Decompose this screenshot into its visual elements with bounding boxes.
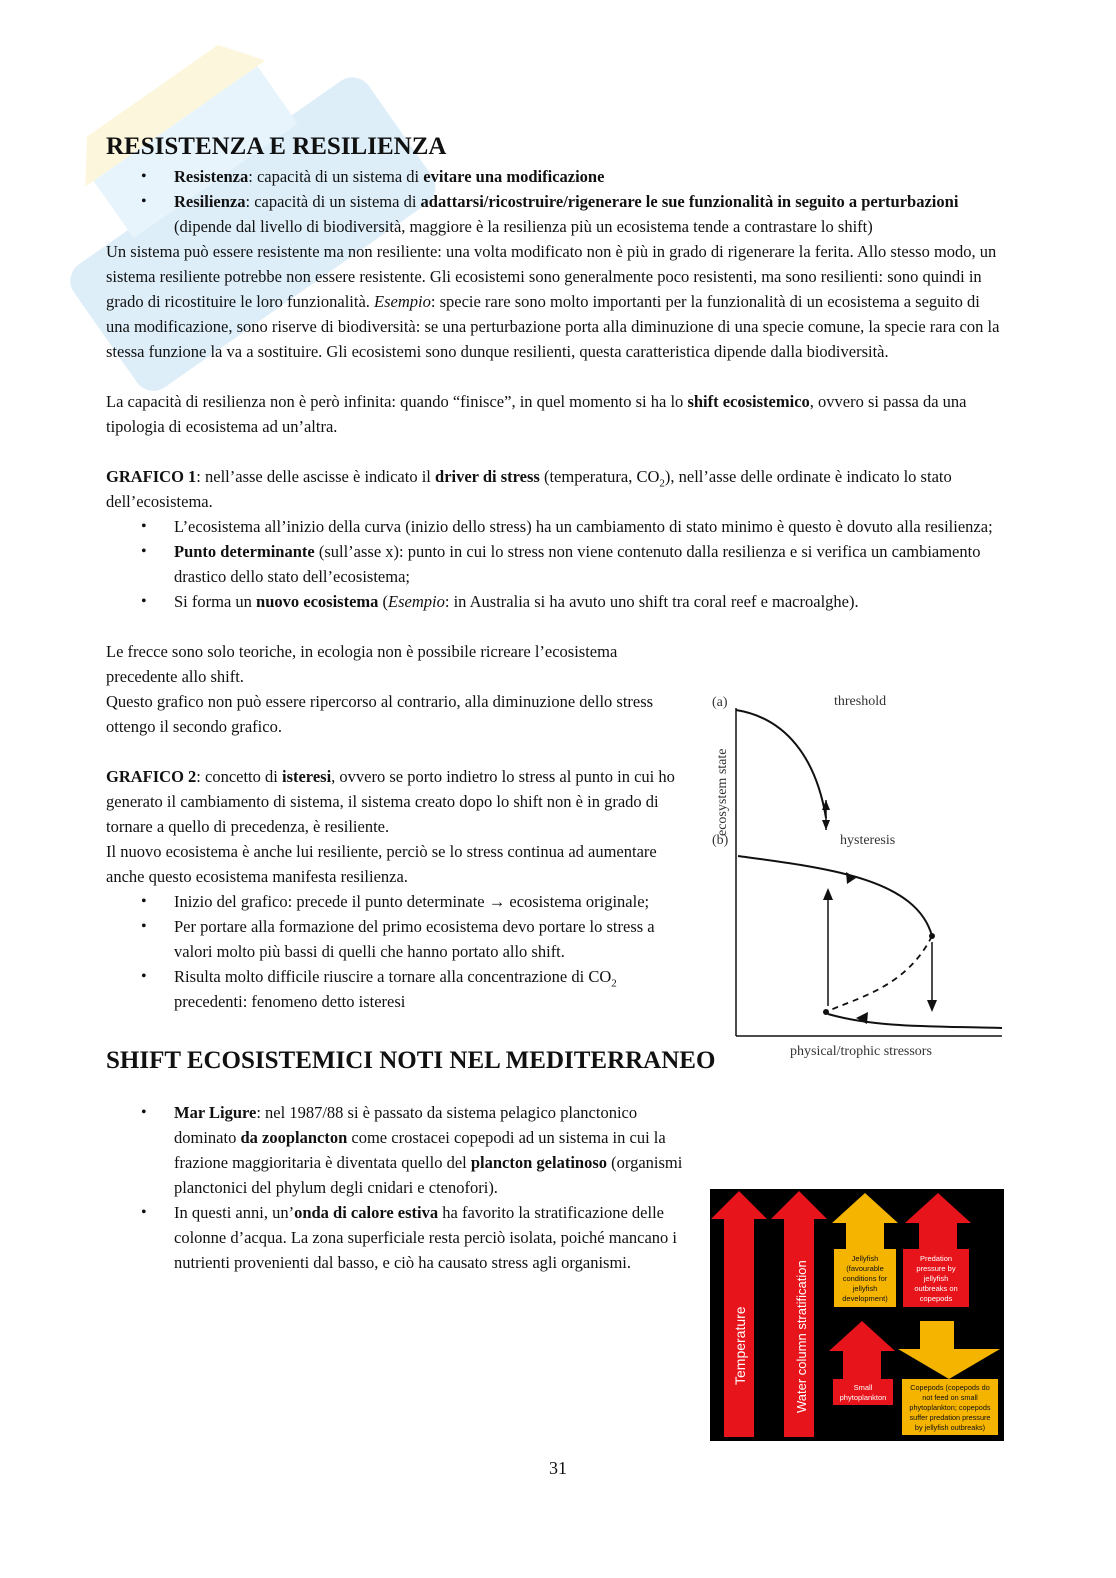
upper-fold-point bbox=[929, 933, 935, 939]
svg-text:copepods: copepods bbox=[919, 1294, 953, 1303]
arrow-head bbox=[823, 888, 833, 900]
svg-text:phytoplankton: phytoplankton bbox=[839, 1393, 887, 1402]
panel-a-label: (a) bbox=[712, 695, 728, 710]
arrow-head bbox=[822, 820, 830, 830]
list-item: • Resilienza: capacità di un sistema di adattarsi/ricostruire/rigenerare le sue funzionalità in seguito a perturbazioni (dipende dal livello di biodiversità, maggiore è la resilienza più un ecosistema tende a contrastare lo shift) bbox=[174, 189, 1006, 239]
y-axis-label: ecosystem state bbox=[715, 748, 730, 836]
arrow-head bbox=[846, 872, 856, 884]
copepods-arrow-stem bbox=[920, 1321, 954, 1349]
svg-text:by jellyfish outbreaks): by jellyfish outbreaks) bbox=[914, 1423, 986, 1432]
svg-text:pressure by: pressure by bbox=[916, 1264, 956, 1273]
svg-text:Copepods (copepods do: Copepods (copepods do bbox=[910, 1383, 990, 1392]
svg-text:Predation: Predation bbox=[919, 1254, 953, 1263]
svg-text:Small: Small bbox=[853, 1383, 873, 1392]
paragraph: GRAFICO 1: nell’asse delle ascisse è indicato il driver di stress (temperatura, $CO_2$), nell’asse delle ordinate è indicato lo stato dell’ecosistema. bbox=[106, 467, 952, 511]
svg-text:conditions for: conditions for bbox=[842, 1274, 888, 1283]
list-item: • Risulta molto difficile riuscire a tornare alla concentrazione di $CO_2$ precedenti: fenomeno detto isteresi bbox=[174, 964, 691, 1014]
svg-text:not feed on small: not feed on small bbox=[922, 1393, 978, 1402]
svg-text:outbreaks on: outbreaks on bbox=[914, 1284, 958, 1293]
list-item: • In questi anni, un’onda di calore estiva ha favorito la stratificazione delle colonne d’acqua. La zona superficiale resta perciò isolata, poiché mancano i nutrienti provenienti dal basso, e ciò ha causato stress agli organismi. bbox=[174, 1200, 691, 1275]
list-item: • Per portare alla formazione del primo ecosistema devo portare lo stress a valori molto più bassi di quelli che hanno portato allo shift. bbox=[174, 914, 691, 964]
list-item: • Resistenza: capacità di un sistema di evitare una modificazione bbox=[174, 164, 1006, 189]
shift-list bbox=[106, 1100, 691, 1275]
threshold-label: threshold bbox=[834, 694, 887, 709]
paragraph: Le frecce sono solo teoriche, in ecologia non è possibile ricreare l’ecosistema precedente allo shift. bbox=[106, 642, 618, 686]
hysteresis-label: hysteresis bbox=[840, 833, 896, 848]
lower-branch bbox=[828, 1014, 1002, 1028]
mediterranean-shift-diagram bbox=[710, 1189, 1004, 1441]
copepods-text bbox=[909, 1383, 990, 1432]
list-item: • Mar Ligure: nel 1987/88 si è passato da sistema pelagico planctonico dominato da zooplancton come crostacei copepodi ad un sistema in cui la frazione maggioritaria è diventata quello del plancton gelatinoso (organismi planctonici del phylum degli cnidari e ctenofori). bbox=[174, 1100, 691, 1200]
svg-text:Jellyfish: Jellyfish bbox=[851, 1254, 879, 1263]
grafico1-list bbox=[106, 514, 1006, 614]
grafico-text-column bbox=[106, 639, 691, 1014]
list-item: • Punto determinante (sull’asse x): punto in cui lo stress non viene contenuto dalla resilienza e si verifica un cambiamento drastico dello stato dell’ecosistema; bbox=[174, 539, 1006, 589]
list-item: • L’ecosistema all’inizio della curva (inizio dello stress) ha un cambiamento di stato minimo è questo è dovuto alla resilienza; bbox=[174, 514, 1006, 539]
x-axis-label: physical/trophic stressors bbox=[790, 1044, 932, 1059]
section-title-shift: SHIFT ECOSISTEMICI NOTI NEL MEDITERRANEO bbox=[106, 1047, 716, 1074]
paragraph: Questo grafico non può essere ripercorso al contrario, alla diminuzione dello stress ottengo il secondo grafico. bbox=[106, 692, 654, 736]
svg-text:jellyfish: jellyfish bbox=[923, 1274, 949, 1283]
threshold-curve bbox=[736, 710, 826, 818]
upper-branch bbox=[738, 856, 932, 936]
hysteresis-figure bbox=[706, 688, 1008, 1060]
list-item: • Inizio del grafico: precede il punto determinate → ecosistema originale; bbox=[174, 889, 691, 914]
svg-text:suffer predation pressure: suffer predation pressure bbox=[909, 1413, 991, 1422]
paragraph: Un sistema può essere resistente ma non resiliente: una volta modificato non è più in grado di rigenerare la ferita. Allo stesso modo, un sistema resiliente potrebbe non essere resistente. Gli ecosistemi sono generalmente poco resistenti, ma sono resilienti: sono quindi in grado di ricostituire le loro funzionalità. Esempio: specie rare sono molto importanti per la funzionalità di un ecosistema a seguito di una modificazione, sono riserve di biodiversità: se una perturbazione porta alla diminuzione di una specie comune, la specie rara con la stessa funzione la va a sostituire. Gli ecosistemi sono dunque resilienti, questa caratteristica dipende dalla biodiversità. bbox=[106, 242, 1000, 361]
svg-text:development): development) bbox=[842, 1294, 888, 1303]
grafico2-list bbox=[106, 889, 691, 1014]
definitions-list bbox=[106, 164, 1006, 239]
unstable-branch bbox=[826, 936, 932, 1012]
svg-text:(favourable: (favourable bbox=[846, 1264, 884, 1273]
page-number: 31 bbox=[549, 1458, 567, 1478]
paragraph: Il nuovo ecosistema è anche lui resiliente, perciò se lo stress continua ad aumentare anche questo ecosistema manifesta resilienza. bbox=[106, 842, 657, 886]
paragraph: La capacità di resilienza non è però infinita: quando “finisce”, in quel momento si ha lo shift ecosistemico, ovvero si passa da una tipologia di ecosistema ad un’altra. bbox=[106, 392, 967, 436]
temperature-label: Temperature bbox=[732, 1306, 748, 1385]
svg-text:jellyfish: jellyfish bbox=[852, 1284, 878, 1293]
paragraph: GRAFICO 2: concetto di isteresi, ovvero se porto indietro lo stress al punto in cui ho generato il cambiamento di sistema, il sistema creato dopo lo shift non è in grado di tornare a quello di precedenza, è resiliente. bbox=[106, 767, 675, 836]
panel-b-label: (b) bbox=[712, 833, 729, 848]
stratification-label: Water column stratification bbox=[794, 1260, 809, 1413]
svg-text:phytoplankton; copepods: phytoplankton; copepods bbox=[909, 1403, 991, 1412]
section-title-resistenza: RESISTENZA E RESILIENZA bbox=[106, 133, 447, 160]
list-item: • Si forma un nuovo ecosistema (Esempio: in Australia si ha avuto uno shift tra coral reef e macroalghe). bbox=[174, 589, 1006, 614]
arrow-head bbox=[927, 1000, 937, 1012]
